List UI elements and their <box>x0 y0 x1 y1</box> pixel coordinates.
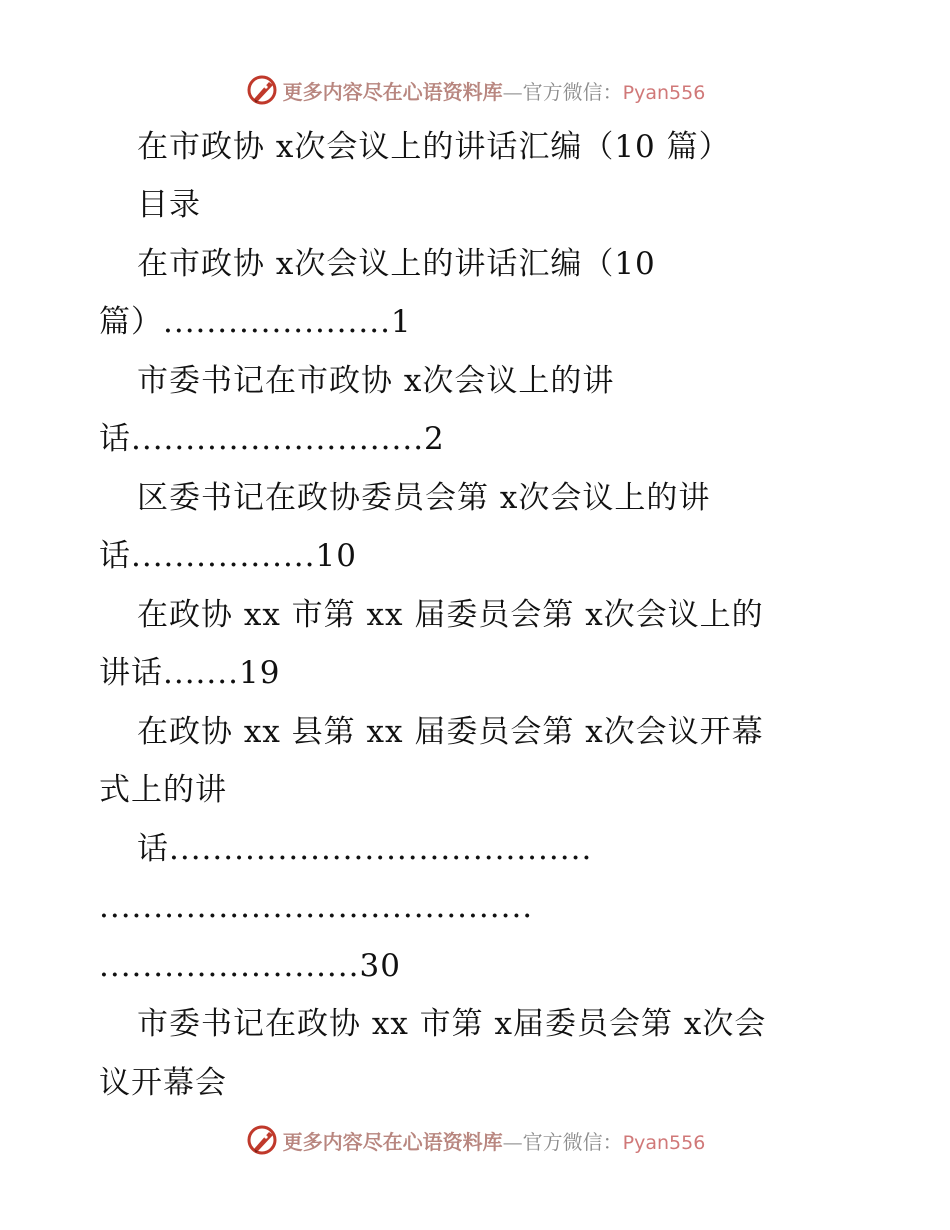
banner-main-text: 更多内容尽在心语资料库 <box>282 1129 503 1154</box>
toc-line: 话....................................... <box>137 831 593 867</box>
toc-line: 篇）.....................1 <box>99 304 412 340</box>
toc-line: 议开幕会 <box>99 1065 227 1101</box>
toc-line: 话.................10 <box>99 538 357 574</box>
pen-logo-icon <box>245 1123 279 1157</box>
header-banner <box>0 70 950 110</box>
banner-main-text: 更多内容尽在心语资料库 <box>282 79 503 104</box>
banner-official-label: 官方微信： <box>522 1129 623 1154</box>
toc-line: 式上的讲 <box>99 772 227 808</box>
toc-line: 在市政协 x次会议上的讲话汇编（10 <box>137 246 656 282</box>
banner-wechat-id: Pyan556 <box>622 1131 706 1154</box>
banner-text <box>283 76 706 105</box>
banner-official-label: 官方微信： <box>522 79 623 104</box>
document-title: 在市政协 x次会议上的讲话汇编（10 篇） <box>137 129 731 165</box>
toc-line: 区委书记在政协委员会第 x次会议上的讲 <box>137 480 711 516</box>
banner-dash: — <box>502 79 523 104</box>
toc-line: ........................................ <box>99 889 534 925</box>
toc-line: 讲话.......19 <box>99 655 281 691</box>
toc-line: 在政协 xx 县第 xx 届委员会第 x次会议开幕 <box>137 714 764 750</box>
toc-line: 市委书记在政协 xx 市第 x届委员会第 x次会 <box>137 1006 767 1042</box>
banner-text <box>283 1126 706 1155</box>
toc-line: 市委书记在市政协 x次会议上的讲 <box>137 363 615 399</box>
toc-line: 在政协 xx 市第 xx 届委员会第 x次会议上的 <box>137 597 764 633</box>
toc-heading: 目录 <box>137 187 201 223</box>
toc-line: 话...........................2 <box>99 421 445 457</box>
pen-logo-icon <box>245 73 279 107</box>
toc-line: ........................30 <box>99 948 401 984</box>
banner-dash: — <box>502 1129 523 1154</box>
banner-wechat-id: Pyan556 <box>622 81 706 104</box>
footer-banner <box>0 1120 950 1160</box>
